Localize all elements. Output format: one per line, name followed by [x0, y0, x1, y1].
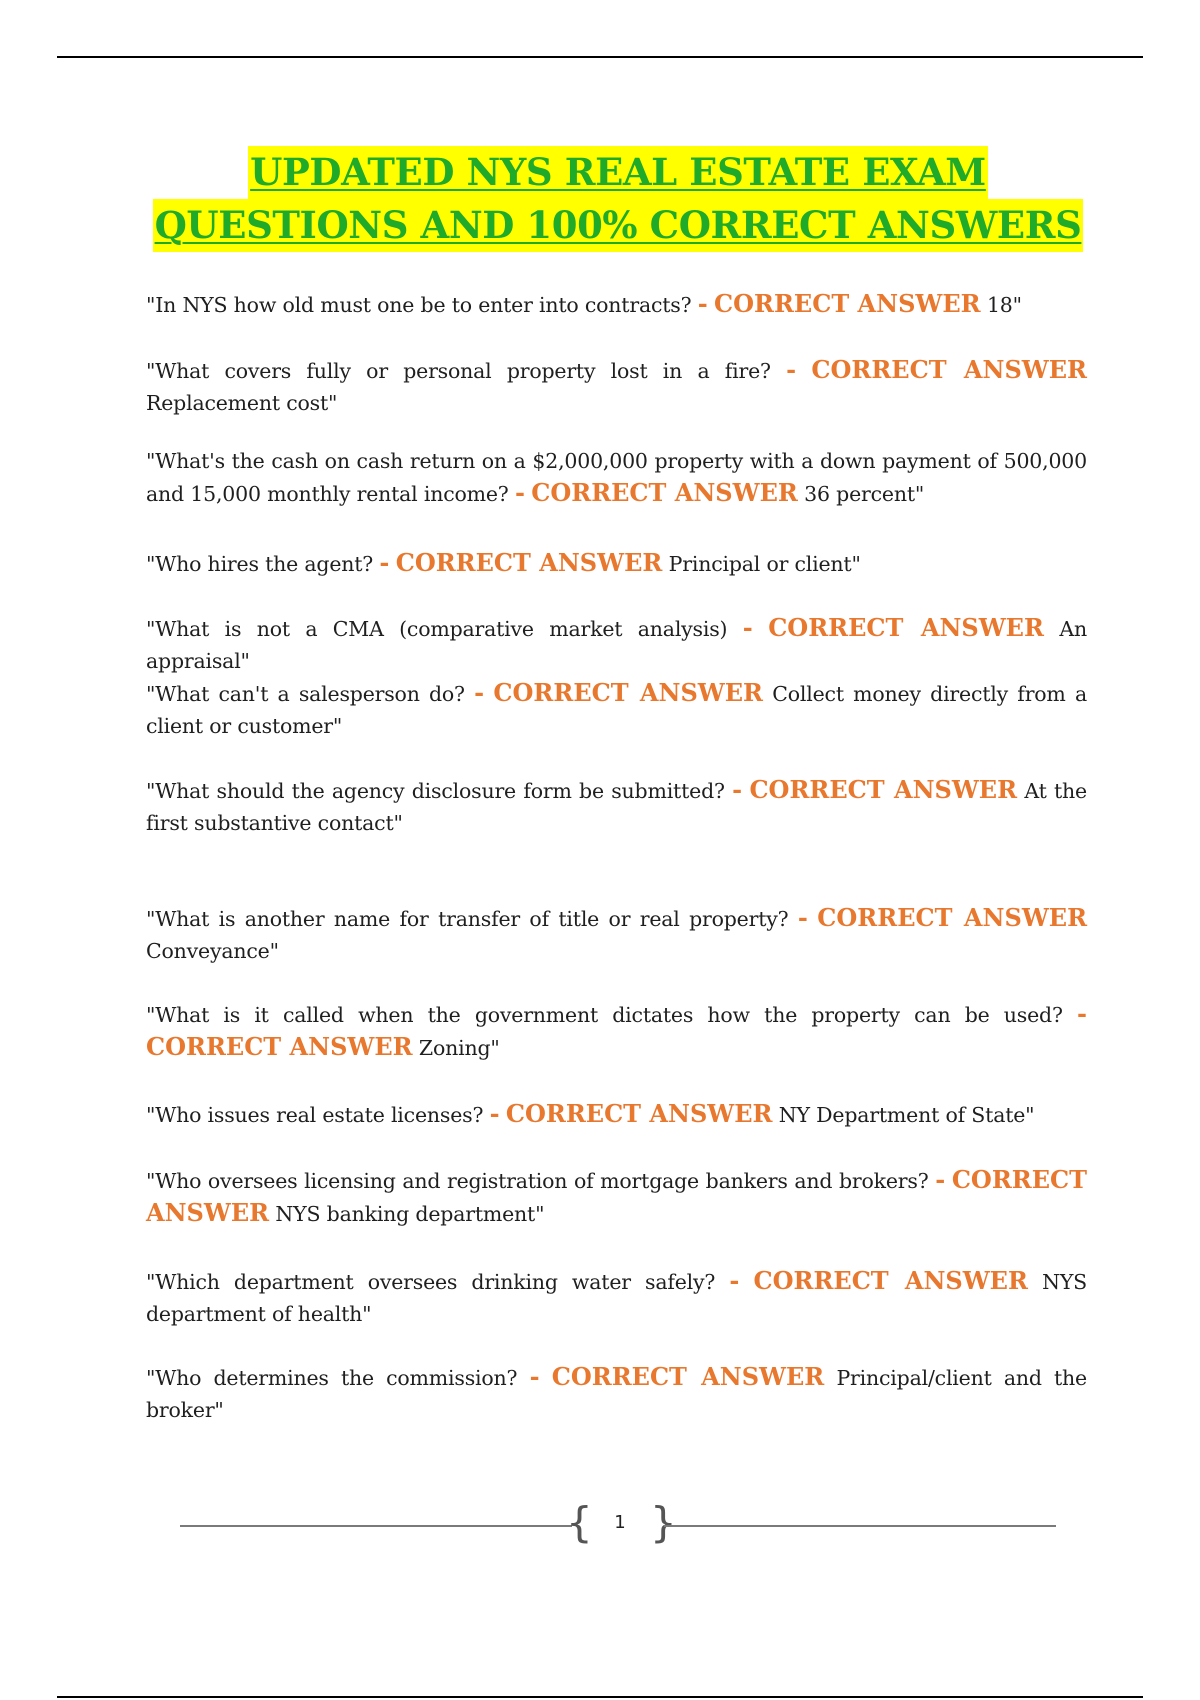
- answer-text: Collect money directly from a client or customer": [146, 682, 1087, 738]
- answer-text: Conveyance": [146, 939, 279, 963]
- answer-label: CORRECT ANSWER: [817, 903, 1088, 932]
- answer-label: CORRECT ANSWER: [714, 289, 981, 318]
- answer-text: Zoning": [418, 1036, 500, 1060]
- answer-label: CORRECT ANSWER: [753, 1266, 1028, 1295]
- right-brace-icon: }: [650, 1498, 677, 1547]
- answer-text: NYS banking department": [275, 1202, 545, 1226]
- answer-separator: -: [729, 1266, 740, 1295]
- answer-label: CORRECT ANSWER: [749, 775, 1018, 804]
- header-rule: [57, 56, 1143, 58]
- answer-label: CORRECT ANSWER: [768, 613, 1044, 642]
- answer-label: CORRECT ANSWER: [146, 1032, 413, 1061]
- qa-item: [146, 774, 1087, 839]
- answer-separator: -: [529, 1362, 540, 1391]
- answer-separator: -: [1077, 999, 1087, 1028]
- qa-item: [146, 1098, 1087, 1131]
- answer-separator: -: [786, 355, 797, 384]
- qa-item: [146, 677, 1087, 742]
- qa-item: [146, 612, 1087, 677]
- question-text: "What covers fully or personal property lost in a fire?: [146, 359, 771, 383]
- answer-label: CORRECT ANSWER: [505, 1099, 773, 1128]
- question-text: "Which department oversees drinking water safely?: [146, 1270, 716, 1294]
- question-text: "Who determines the commission?: [146, 1366, 518, 1390]
- footer-rule-left: [180, 1525, 572, 1527]
- question-text: "Who hires the agent?: [146, 552, 374, 576]
- page-bottom-rule: [57, 1696, 1143, 1698]
- page-number: 1: [614, 1512, 626, 1533]
- answer-separator: -: [514, 478, 525, 507]
- qa-item: [146, 998, 1087, 1064]
- qa-item: [146, 547, 1087, 580]
- qa-item: [146, 445, 1087, 510]
- qa-item: [146, 288, 1087, 321]
- question-text: "What should the agency disclosure form be submitted?: [146, 779, 725, 803]
- answer-text: At the first substantive contact": [146, 779, 1087, 835]
- title-line-1: UPDATED NYS REAL ESTATE EXAM: [248, 146, 988, 199]
- title-line-2: QUESTIONS AND 100% CORRECT ANSWERS: [153, 199, 1084, 252]
- qa-item: [146, 1361, 1087, 1426]
- answer-text: Replacement cost": [146, 391, 338, 415]
- answer-label: CORRECT ANSWER: [493, 678, 763, 707]
- qa-item: [146, 1265, 1087, 1330]
- answer-separator: -: [797, 903, 808, 932]
- question-text: "Who issues real estate licenses?: [146, 1103, 484, 1127]
- answer-text: 18": [986, 293, 1022, 317]
- answer-separator: -: [732, 775, 743, 804]
- answer-text: Principal or client": [668, 552, 861, 576]
- answer-label: CORRECT ANSWER: [146, 1165, 1087, 1227]
- document-title: [0, 146, 1200, 252]
- answer-text: Principal/client and the broker": [146, 1366, 1087, 1422]
- question-text: "What is another name for transfer of title or real property?: [146, 907, 789, 931]
- answer-separator: -: [935, 1165, 946, 1194]
- answer-label: CORRECT ANSWER: [395, 548, 663, 577]
- answer-separator: -: [379, 548, 390, 577]
- answer-label: CORRECT ANSWER: [811, 355, 1087, 384]
- footer-rule-right: [664, 1525, 1056, 1527]
- question-text: "What's the cash on cash return on a $2,000,000 property with a down payment of 500,000 and 15,000 monthly rental income?: [146, 449, 1087, 506]
- answer-text: NYS department of health": [146, 1270, 1087, 1326]
- left-brace-icon: {: [566, 1498, 593, 1547]
- answer-separator: -: [489, 1099, 500, 1128]
- qa-item: [146, 902, 1087, 967]
- answer-label: CORRECT ANSWER: [531, 478, 798, 507]
- answer-label: CORRECT ANSWER: [551, 1362, 825, 1391]
- qa-item: [146, 354, 1087, 419]
- answer-separator: -: [742, 613, 753, 642]
- answer-text: An appraisal": [146, 617, 1087, 673]
- question-text: "What can't a salesperson do?: [146, 682, 465, 706]
- answer-text: 36 percent": [804, 482, 925, 506]
- question-text: "In NYS how old must one be to enter into contracts?: [146, 293, 692, 317]
- answer-separator: -: [697, 289, 708, 318]
- answer-separator: -: [474, 678, 485, 707]
- question-text: "What is it called when the government dictates how the property can be used?: [146, 1003, 1063, 1027]
- qa-item: [146, 1164, 1087, 1230]
- question-text: "What is not a CMA (comparative market analysis): [146, 617, 728, 641]
- question-text: "Who oversees licensing and registration of mortgage bankers and brokers?: [146, 1169, 929, 1193]
- answer-text: NY Department of State": [778, 1103, 1035, 1127]
- page-footer: [180, 1498, 1056, 1548]
